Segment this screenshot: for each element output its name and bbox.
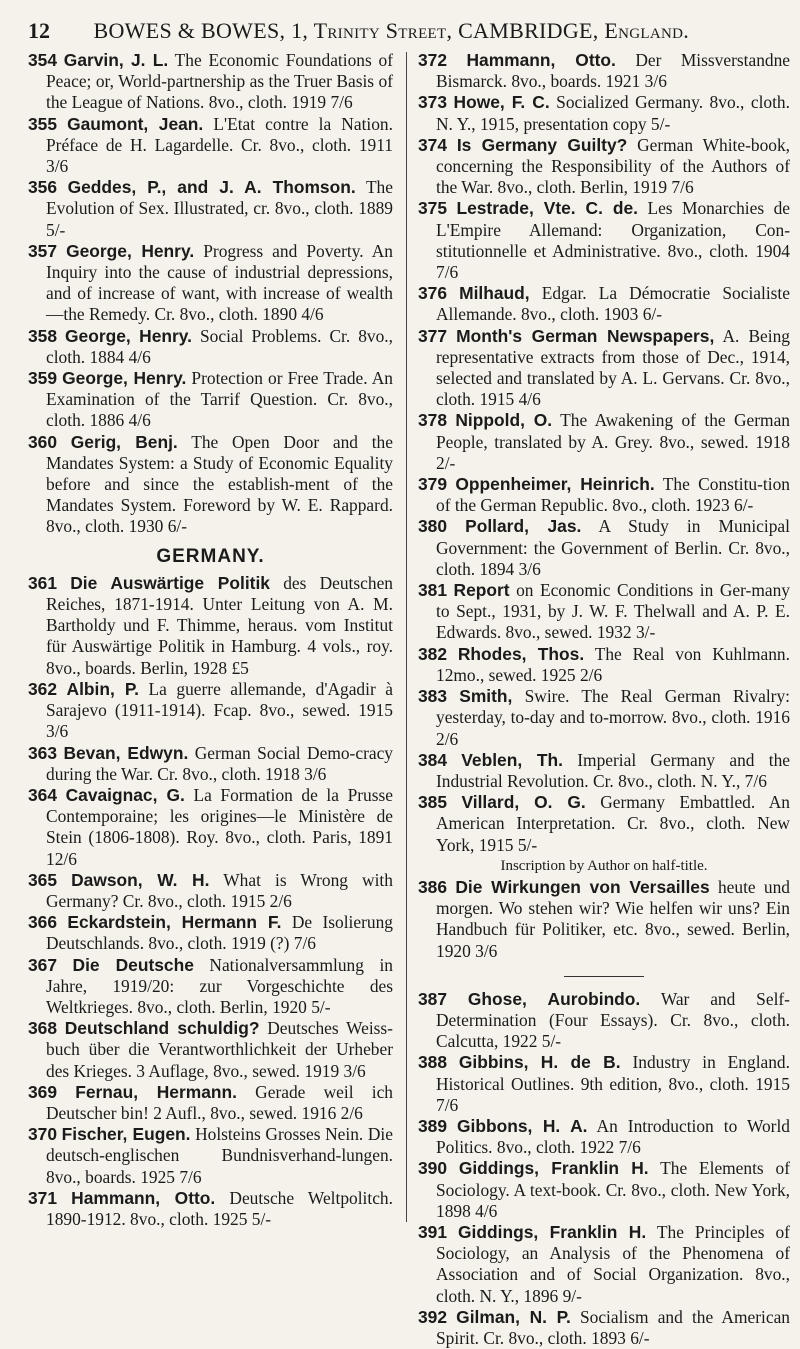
catalog-entry (28, 114, 393, 178)
entry-author: Hammann, Otto. (71, 1187, 216, 1208)
entry-author: George, Henry. (65, 325, 193, 346)
entry-number: 379 (418, 474, 448, 495)
entry-description: What is Wrong with Germany? Cr. 8vo., cloth. 1915 2/6 (46, 869, 393, 911)
entry-number: 382 (418, 643, 448, 664)
entry-author: Garvin, J. L. (63, 50, 169, 70)
catalog-entry (418, 1307, 790, 1349)
entry-description: An Introduction to World Politics. 8vo., cloth. 1922 7/6 (436, 1115, 790, 1158)
entry-number: 371 (28, 1187, 58, 1208)
entry-description: Swire. The Real German Rivalry: yesterday, to-day and to-morrow. 8vo., cloth. 1916 2/6 (436, 686, 790, 749)
catalog-entry (28, 573, 393, 679)
entry-number: 358 (28, 325, 58, 346)
entry-author: Veblen, Th. (461, 749, 563, 770)
entry-author: Albin, P. (66, 678, 140, 699)
entry-number: 386 (418, 876, 448, 897)
entry-description: The Principles of Sociology, an Analysis of the Phenomena of Association and of Social Organization. 8vo., cloth. N. Y., 1896 9/- (436, 1221, 790, 1306)
entry-author: Gilman, N. P. (456, 1306, 571, 1327)
entry-author: Milhaud, (459, 283, 530, 304)
page-header (28, 18, 788, 46)
entry-number: 381 (418, 580, 448, 601)
catalog-entry (418, 516, 790, 580)
entry-description: Social Problems. Cr. 8vo., cloth. 1884 4/6 (46, 325, 393, 367)
entry-number: 392 (418, 1306, 448, 1327)
entry-description: Imperial Germany and the Industrial Revolution. Cr. 8vo., cloth. N. Y., 7/6 (436, 749, 790, 791)
catalog-entry (418, 283, 790, 325)
catalog-entry (28, 743, 393, 785)
catalog-entry (418, 92, 790, 134)
entry-number: 380 (418, 516, 448, 537)
entry-description: Les Monarchies de L'Empire Allemand: Organization, Con-stitutionnelle et Administrative. 8vo., cloth. 1904 7/6 (436, 198, 790, 283)
entry-number: 361 (28, 572, 58, 593)
entry-author: Villard, O. G. (461, 792, 586, 813)
catalog-entry (28, 1188, 393, 1230)
entry-description: The Real von Kuhlmann. 12mo., sewed. 1925 2/6 (436, 643, 790, 685)
entry-description: Holsteins Grosses Nein. Die deutsch-englischen Bundnisverhand-lungen. 8vo., boards. 1925 7/6 (46, 1124, 393, 1187)
entry-number: 356 (28, 177, 58, 198)
entry-description: Industry in England. Historical Outlines. 9th edition, 8vo., cloth. 1915 7/6 (436, 1052, 790, 1115)
entry-description: Deutsches Weiss-buch über die Verantworthlichkeit der Urheber des Krieges. 3 Auflage, 8vo., sewed. 1919 3/6 (46, 1018, 393, 1081)
entry-number: 373 (418, 92, 448, 113)
entry-description: A. Being representative extracts from those of Dec., 1914, selected and translated by A. L. Gervans. Cr. 8vo., cloth. 1915 4/6 (436, 325, 790, 410)
entry-description: on Economic Conditions in Ger-many to Sept., 1931, by J. W. F. Thelwall and A. P. E. Edwards. 8vo., sewed. 1932 3/- (436, 580, 790, 643)
catalog-entry (418, 1116, 790, 1158)
catalog-entry (418, 1158, 790, 1222)
entry-description: A Study in Municipal Government: the Government of Berlin. Cr. 8vo., cloth. 1894 3/6 (436, 516, 790, 579)
entry-description: The Elements of Sociology. A text-book. Cr. 8vo., cloth. New York, 1898 4/6 (436, 1158, 790, 1221)
entry-number: 391 (418, 1221, 448, 1242)
catalog-entry (28, 679, 393, 743)
entry-author: Gibbons, H. A. (457, 1115, 588, 1136)
entry-author: Hammann, Otto. (466, 50, 616, 70)
entry-author: Smith, (459, 686, 513, 707)
entry-author: Eckardstein, Hermann F. (67, 912, 282, 933)
catalog-entry (418, 50, 790, 92)
entry-number: 368 (28, 1018, 58, 1039)
entry-number: 390 (418, 1158, 448, 1179)
entry-author: Cavaignac, G. (65, 784, 185, 805)
catalog-entry (28, 432, 393, 538)
catalog-entry (418, 1222, 790, 1307)
catalog-entry (418, 326, 790, 411)
entry-description: Socialized Germany. 8vo., cloth. N. Y., 1915, presentation copy 5/- (436, 92, 790, 134)
entry-number: 374 (418, 134, 448, 155)
catalog-entry (418, 410, 790, 474)
entry-description: Edgar. La Démocratie Socialiste Allemande. 8vo., cloth. 1903 6/- (436, 283, 790, 325)
entry-number: 362 (28, 678, 58, 699)
entry-number: 389 (418, 1115, 448, 1136)
catalog-entry (418, 750, 790, 792)
entry-description: La Formation de la Prusse Contemporaine; les origines—le Ministère de Stein (1806-1808). Roy. 8vo., cloth. Paris, 1891 12/6 (46, 784, 393, 869)
entry-description: Germany Embattled. An American Interpretation. Cr. 8vo., cloth. New York, 1915 5/- (436, 792, 790, 855)
entry-number: 384 (418, 749, 448, 770)
catalog-entry (28, 177, 393, 241)
entry-author: Dawson, W. H. (71, 869, 210, 890)
entry-author: George, Henry. (62, 368, 187, 389)
entry-number: 366 (28, 912, 58, 933)
entry-author: Nippold, O. (455, 410, 553, 431)
entry-author: Month's German Newspapers, (456, 325, 715, 346)
catalog-entry (418, 877, 790, 962)
entry-description: The Awakening of the German People, translated by A. Grey. 8vo., sewed. 1918 2/- (436, 410, 790, 473)
running-title: BOWES & BOWES, 1, Trinity Street, CAMBRIDGE, England. (93, 18, 690, 43)
entry-number: 367 (28, 954, 58, 975)
entry-number: 355 (28, 113, 58, 134)
catalog-entry (28, 326, 393, 368)
entry-number: 354 (28, 50, 58, 70)
entry-author: Fischer, Eugen. (61, 1124, 191, 1145)
inscription-note: Inscription by Author on half-title. (500, 857, 708, 874)
entry-description: Progress and Poverty. An Inquiry into the cause of industrial depressions, and of increase of want, with increase of wealth—the Remedy. Cr. 8vo., cloth. 1890 4/6 (46, 240, 393, 325)
entry-author: Die Deutsche (72, 954, 194, 975)
page-number: 12 (28, 18, 50, 43)
catalog-entry (418, 644, 790, 686)
entry-description: The Evolution of Sex. Illustrated, cr. 8vo., cloth. 1889 5/- (46, 177, 393, 240)
entry-number: 363 (28, 742, 58, 763)
entry-number: 365 (28, 869, 58, 890)
entry-number: 359 (28, 368, 58, 389)
entry-number: 364 (28, 784, 58, 805)
catalog-entry (418, 989, 790, 1053)
entry-author: Howe, F. C. (453, 92, 550, 113)
catalog-entry (28, 955, 393, 1019)
catalog-entry (28, 870, 393, 912)
entry-author: Lestrade, Vte. C. de. (456, 198, 639, 219)
entry-number: 376 (418, 283, 448, 304)
entry-description: L'Etat contre la Nation. Préface de H. Lagardelle. Cr. 8vo., cloth. 1911 3/6 (46, 113, 393, 177)
entry-number: 377 (418, 325, 448, 346)
entry-author: Oppenheimer, Heinrich. (455, 474, 655, 495)
entry-description: German White-book, concerning the Responsibility of the Authors of the War. 8vo., cloth. Berlin, 1919 7/6 (436, 134, 790, 198)
entry-author: Gerig, Benj. (70, 431, 178, 452)
entry-number: 360 (28, 431, 58, 452)
catalog-entry (28, 50, 393, 114)
entry-number: 383 (418, 686, 448, 707)
entry-number: 378 (418, 410, 448, 431)
entry-number: 375 (418, 198, 448, 219)
entry-author: Fernau, Hermann. (75, 1081, 237, 1102)
entry-description: Nationalversammlung in Jahre, 1919/20: zur Vorgeschichte des Weltkrieges. 8vo., cloth. Berlin, 1920 5/- (46, 954, 393, 1017)
catalog-entry (28, 241, 393, 326)
catalog-entry (418, 686, 790, 750)
catalog-entry (28, 1018, 393, 1082)
section-separator (564, 976, 644, 977)
entry-description: heute und morgen. Wo stehen wir? Wie helfen wir uns? Ein Handbuch für Politiker, etc. 8vo., sewed. Berlin, 1920 3/6 (436, 876, 791, 961)
entry-author: Die Auswärtige Politik (70, 572, 270, 593)
catalog-entry (28, 1124, 393, 1188)
entry-number: 357 (28, 240, 58, 261)
catalog-entry (418, 198, 790, 283)
catalog-entry (418, 580, 790, 644)
catalog-entry (28, 785, 393, 870)
entry-author: Gaumont, Jean. (67, 113, 204, 134)
entry-author: Die Wirkungen von Versailles (455, 876, 710, 897)
entry-author: Giddings, Franklin H. (458, 1158, 649, 1179)
catalog-entry (418, 135, 790, 199)
catalog-entry (418, 474, 790, 516)
entry-author: George, Henry. (66, 240, 195, 261)
catalog-entry (418, 1052, 790, 1116)
entry-author: Report (453, 580, 510, 601)
entry-number: 370 (28, 1124, 58, 1145)
entry-description: The Open Door and the Mandates System: a Study of Economic Equality before and since the establish-ment of the Mandates System. Foreword by W. E. Rappard. 8vo., cloth. 1930 6/- (46, 431, 393, 537)
entry-description: Deutsche Weltpolitch. 1890-1912. 8vo., cloth. 1925 5/- (46, 1187, 393, 1229)
column-divider (406, 52, 407, 1222)
entry-description: Socialism and the American Spirit. Cr. 8vo., cloth. 1893 6/- (436, 1306, 790, 1348)
entry-number: 388 (418, 1052, 448, 1073)
entry-number: 372 (418, 50, 448, 70)
catalog-entry (28, 912, 393, 954)
entry-description: War and Self-Determination (Four Essays). Cr. 8vo., cloth. Calcutta, 1922 5/- (436, 988, 790, 1052)
entry-description: Protection or Free Trade. An Examination of the Tarrif Question. Cr. 8vo., cloth. 1886 4/6 (46, 368, 393, 431)
entry-author: Ghose, Aurobindo. (467, 988, 641, 1009)
entry-description: De Isolierung Deutschlands. 8vo., cloth. 1919 (?) 7/6 (46, 912, 393, 954)
entry-author: Bevan, Edwyn. (63, 742, 189, 763)
entry-description: German Social Demo-cracy during the War. Cr. 8vo., cloth. 1918 3/6 (46, 742, 393, 784)
entry-number: 369 (28, 1081, 58, 1102)
left-column (28, 50, 393, 1230)
entry-author: Deutschland schuldig? (64, 1018, 260, 1039)
catalog-entry (28, 368, 393, 432)
entry-author: Rhodes, Thos. (457, 643, 585, 664)
entry-description: The Constitu-tion of the German Republic. 8vo., cloth. 1923 6/- (436, 474, 790, 516)
section-title: GERMANY. (156, 545, 265, 567)
entry-author: Giddings, Franklin H. (458, 1221, 647, 1242)
entry-number: 387 (418, 988, 448, 1009)
entry-description: Der Missverstandne Bismarck. 8vo., boards. 1921 3/6 (436, 50, 790, 92)
right-column (418, 50, 790, 1349)
entry-description: Gerade weil ich Deutscher bin! 2 Aufl., 8vo., sewed. 1916 2/6 (46, 1081, 393, 1123)
entry-number: 385 (418, 792, 448, 813)
entry-description: La guerre allemande, d'Agadir à Sarajevo (1911-1914). Fcap. 8vo., sewed. 1915 3/6 (46, 678, 393, 742)
entry-author: Is Germany Guilty? (456, 134, 628, 155)
entry-author: Geddes, P., and J. A. Thomson. (67, 177, 356, 198)
entry-description: The Economic Foundations of Peace; or, World-partnership as the Truer Basis of the League of Nations. 8vo., cloth. 1919 7/6 (46, 50, 393, 113)
catalog-entry (418, 792, 790, 856)
entry-description: des Deutschen Reiches, 1871-1914. Unter Leitung von A. M. Bartholdy und F. Thimme, heraus. vom Institut für Auswärtige Politik in Hamburg. 4 vols., roy. 8vo., boards. Berlin, 1928 £5 (46, 572, 393, 678)
entry-author: Pollard, Jas. (465, 516, 582, 537)
entry-author: Gibbins, H. de B. (458, 1052, 621, 1073)
catalog-entry (28, 1082, 393, 1124)
